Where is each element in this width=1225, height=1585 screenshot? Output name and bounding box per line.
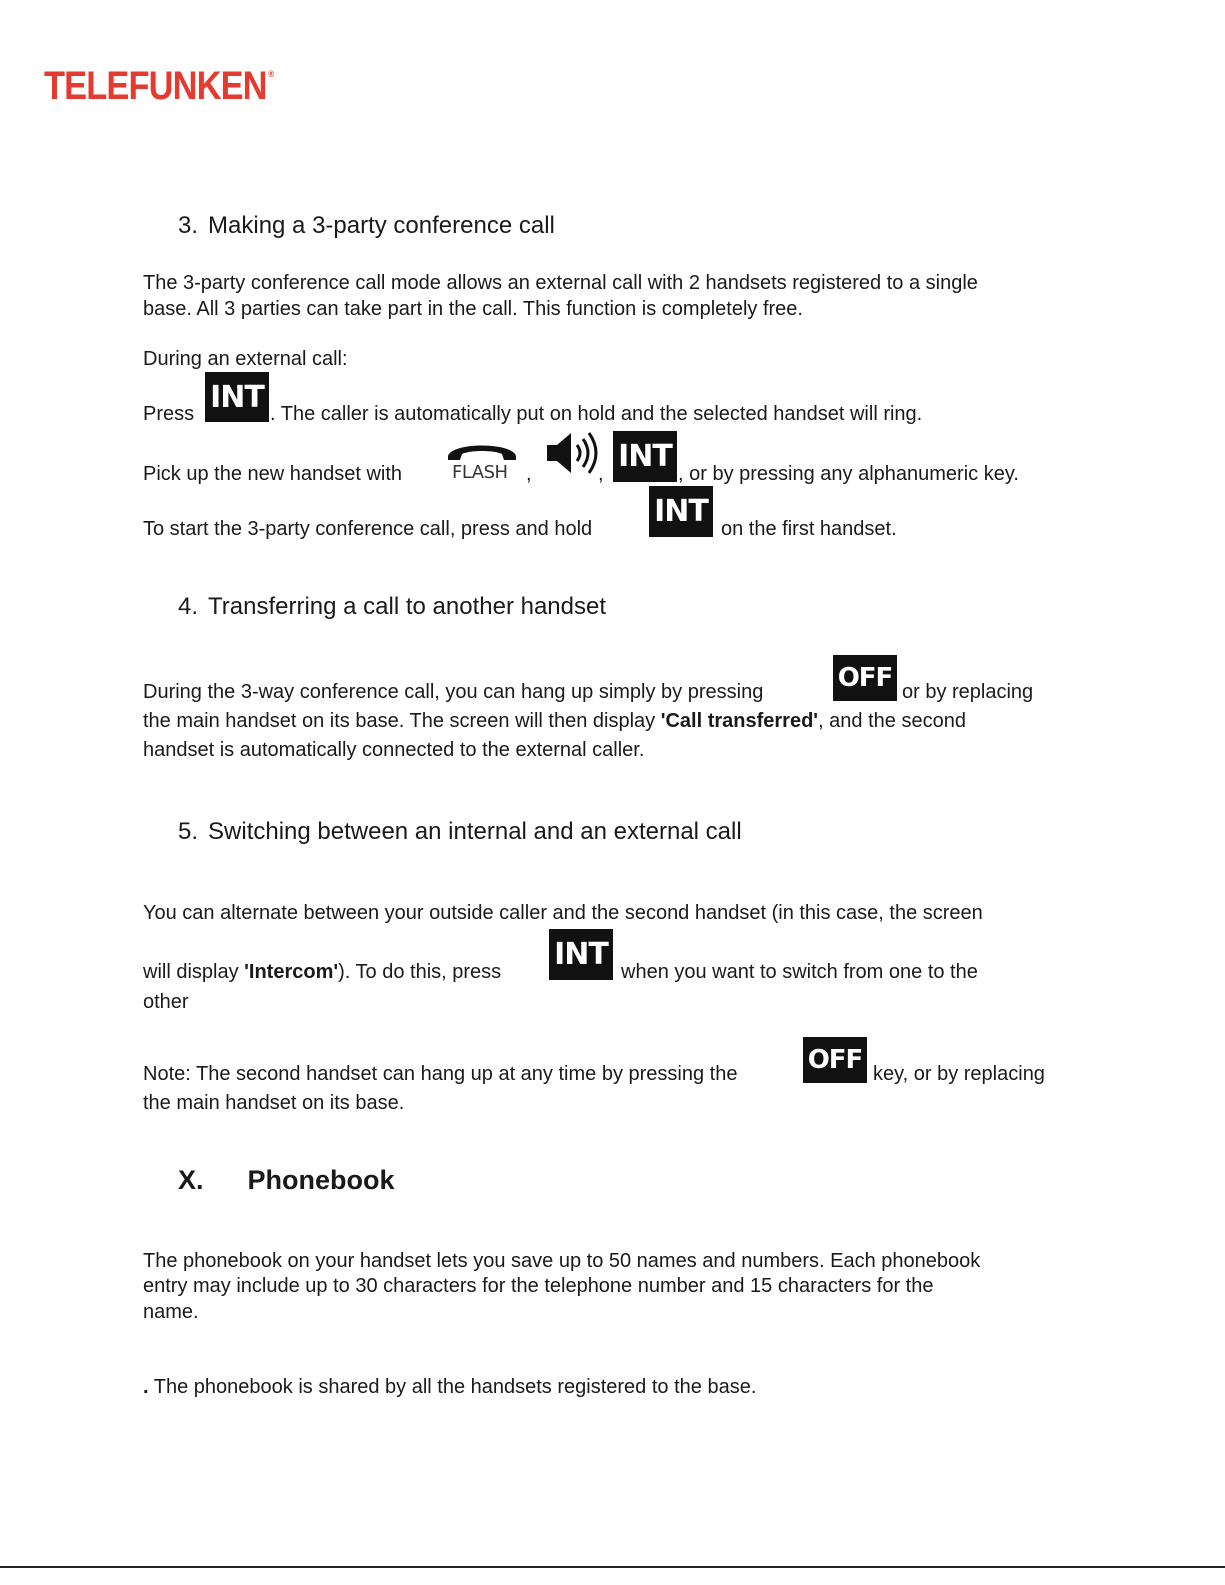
section-number: X.: [178, 1165, 204, 1195]
s5-note-a: Note: The second handset can hang up at any time by pressing the: [143, 1063, 738, 1085]
comma: ,: [598, 463, 604, 485]
logo-text: TELEFUNKEN: [44, 64, 267, 108]
s3-press-text-b: . The caller is automatically put on hold and the selected handset will ring.: [270, 403, 923, 425]
s3-start-text-a: To start the 3-party conference call, press and hold: [143, 518, 593, 540]
int-key-icon: INT: [649, 486, 713, 537]
s4-line2-a: the main handset on its base. The screen will then display: [143, 710, 661, 732]
comma: ,: [526, 463, 532, 485]
s5-line1: You can alternate between your outside caller and the second handset (in this case, the screen: [143, 902, 983, 924]
s5-note-b: key, or by replacing: [873, 1063, 1045, 1085]
s3-pick-text-b: , or by pressing any alphanumeric key.: [678, 463, 1019, 485]
int-key-icon: INT: [549, 929, 613, 980]
s3-press-text-a: Press: [143, 403, 195, 425]
s5-line3: other: [143, 991, 189, 1013]
section-title: Making a 3-party conference call: [208, 212, 555, 239]
s5-line2-b: ). To do this, press: [338, 961, 502, 983]
speaker-icon: [543, 429, 599, 477]
s5-line2: [143, 959, 501, 985]
flash-handset-icon: [444, 436, 520, 482]
s5-line2-c: when you want to switch from one to the: [621, 961, 978, 983]
bullet: .: [143, 1376, 149, 1398]
s5-line2-a: will display: [143, 961, 245, 983]
s5-note-line2: the main handset on its base.: [143, 1092, 405, 1114]
s4-line1-b: or by replacing: [902, 681, 1034, 703]
s3-start-text-b: on the first handset.: [721, 518, 897, 540]
s4-line1-a: During the 3-way conference call, you can hang up simply by pressing: [143, 681, 764, 703]
phonebook-line1: The phonebook on your handset lets you save up to 50 names and numbers. Each phonebook: [143, 1250, 981, 1272]
phonebook-shared-text: The phonebook is shared by all the handsets registered to the base.: [148, 1376, 757, 1398]
section-number: 4.: [178, 593, 199, 620]
intercom-text: 'Intercom': [244, 961, 339, 983]
s3-intro-line1: The 3-party conference call mode allows an external call with 2 handsets registered to a single: [143, 272, 978, 294]
int-key-icon: INT: [613, 431, 677, 482]
phonebook-line3: name.: [143, 1301, 199, 1323]
call-transferred-text: 'Call transferred': [660, 710, 819, 732]
phonebook-line2: entry may include up to 30 characters for the telephone number and 15 characters for the: [143, 1275, 934, 1297]
page-bottom-rule: [0, 1566, 1225, 1568]
section-3-heading: [178, 211, 555, 241]
section-title: Transferring a call to another handset: [208, 593, 607, 620]
section-number: 5.: [178, 818, 199, 845]
phonebook-heading: [178, 1165, 395, 1195]
section-title: Phonebook: [247, 1165, 395, 1195]
section-4-heading: [178, 592, 606, 622]
int-key-icon: INT: [205, 372, 269, 422]
section-title: Switching between an internal and an external call: [208, 818, 742, 845]
svg-text:FLASH: FLASH: [452, 462, 508, 482]
s4-line2: [143, 708, 966, 734]
section-5-heading: [178, 817, 742, 847]
s4-line2-b: , and the second: [818, 710, 966, 732]
registered-mark: ®: [268, 69, 274, 79]
off-key-icon: OFF: [833, 655, 897, 701]
telefunken-logo: [44, 64, 273, 108]
s3-pick-text-a: Pick up the new handset with: [143, 463, 403, 485]
s3-intro-line2: base. All 3 parties can take part in the call. This function is completely free.: [143, 298, 803, 320]
s3-during-label: During an external call:: [143, 348, 348, 370]
section-number: 3.: [178, 212, 199, 239]
phonebook-shared: [143, 1374, 756, 1400]
s4-line3: handset is automatically connected to the external caller.: [143, 739, 645, 761]
off-key-icon: OFF: [803, 1037, 867, 1083]
